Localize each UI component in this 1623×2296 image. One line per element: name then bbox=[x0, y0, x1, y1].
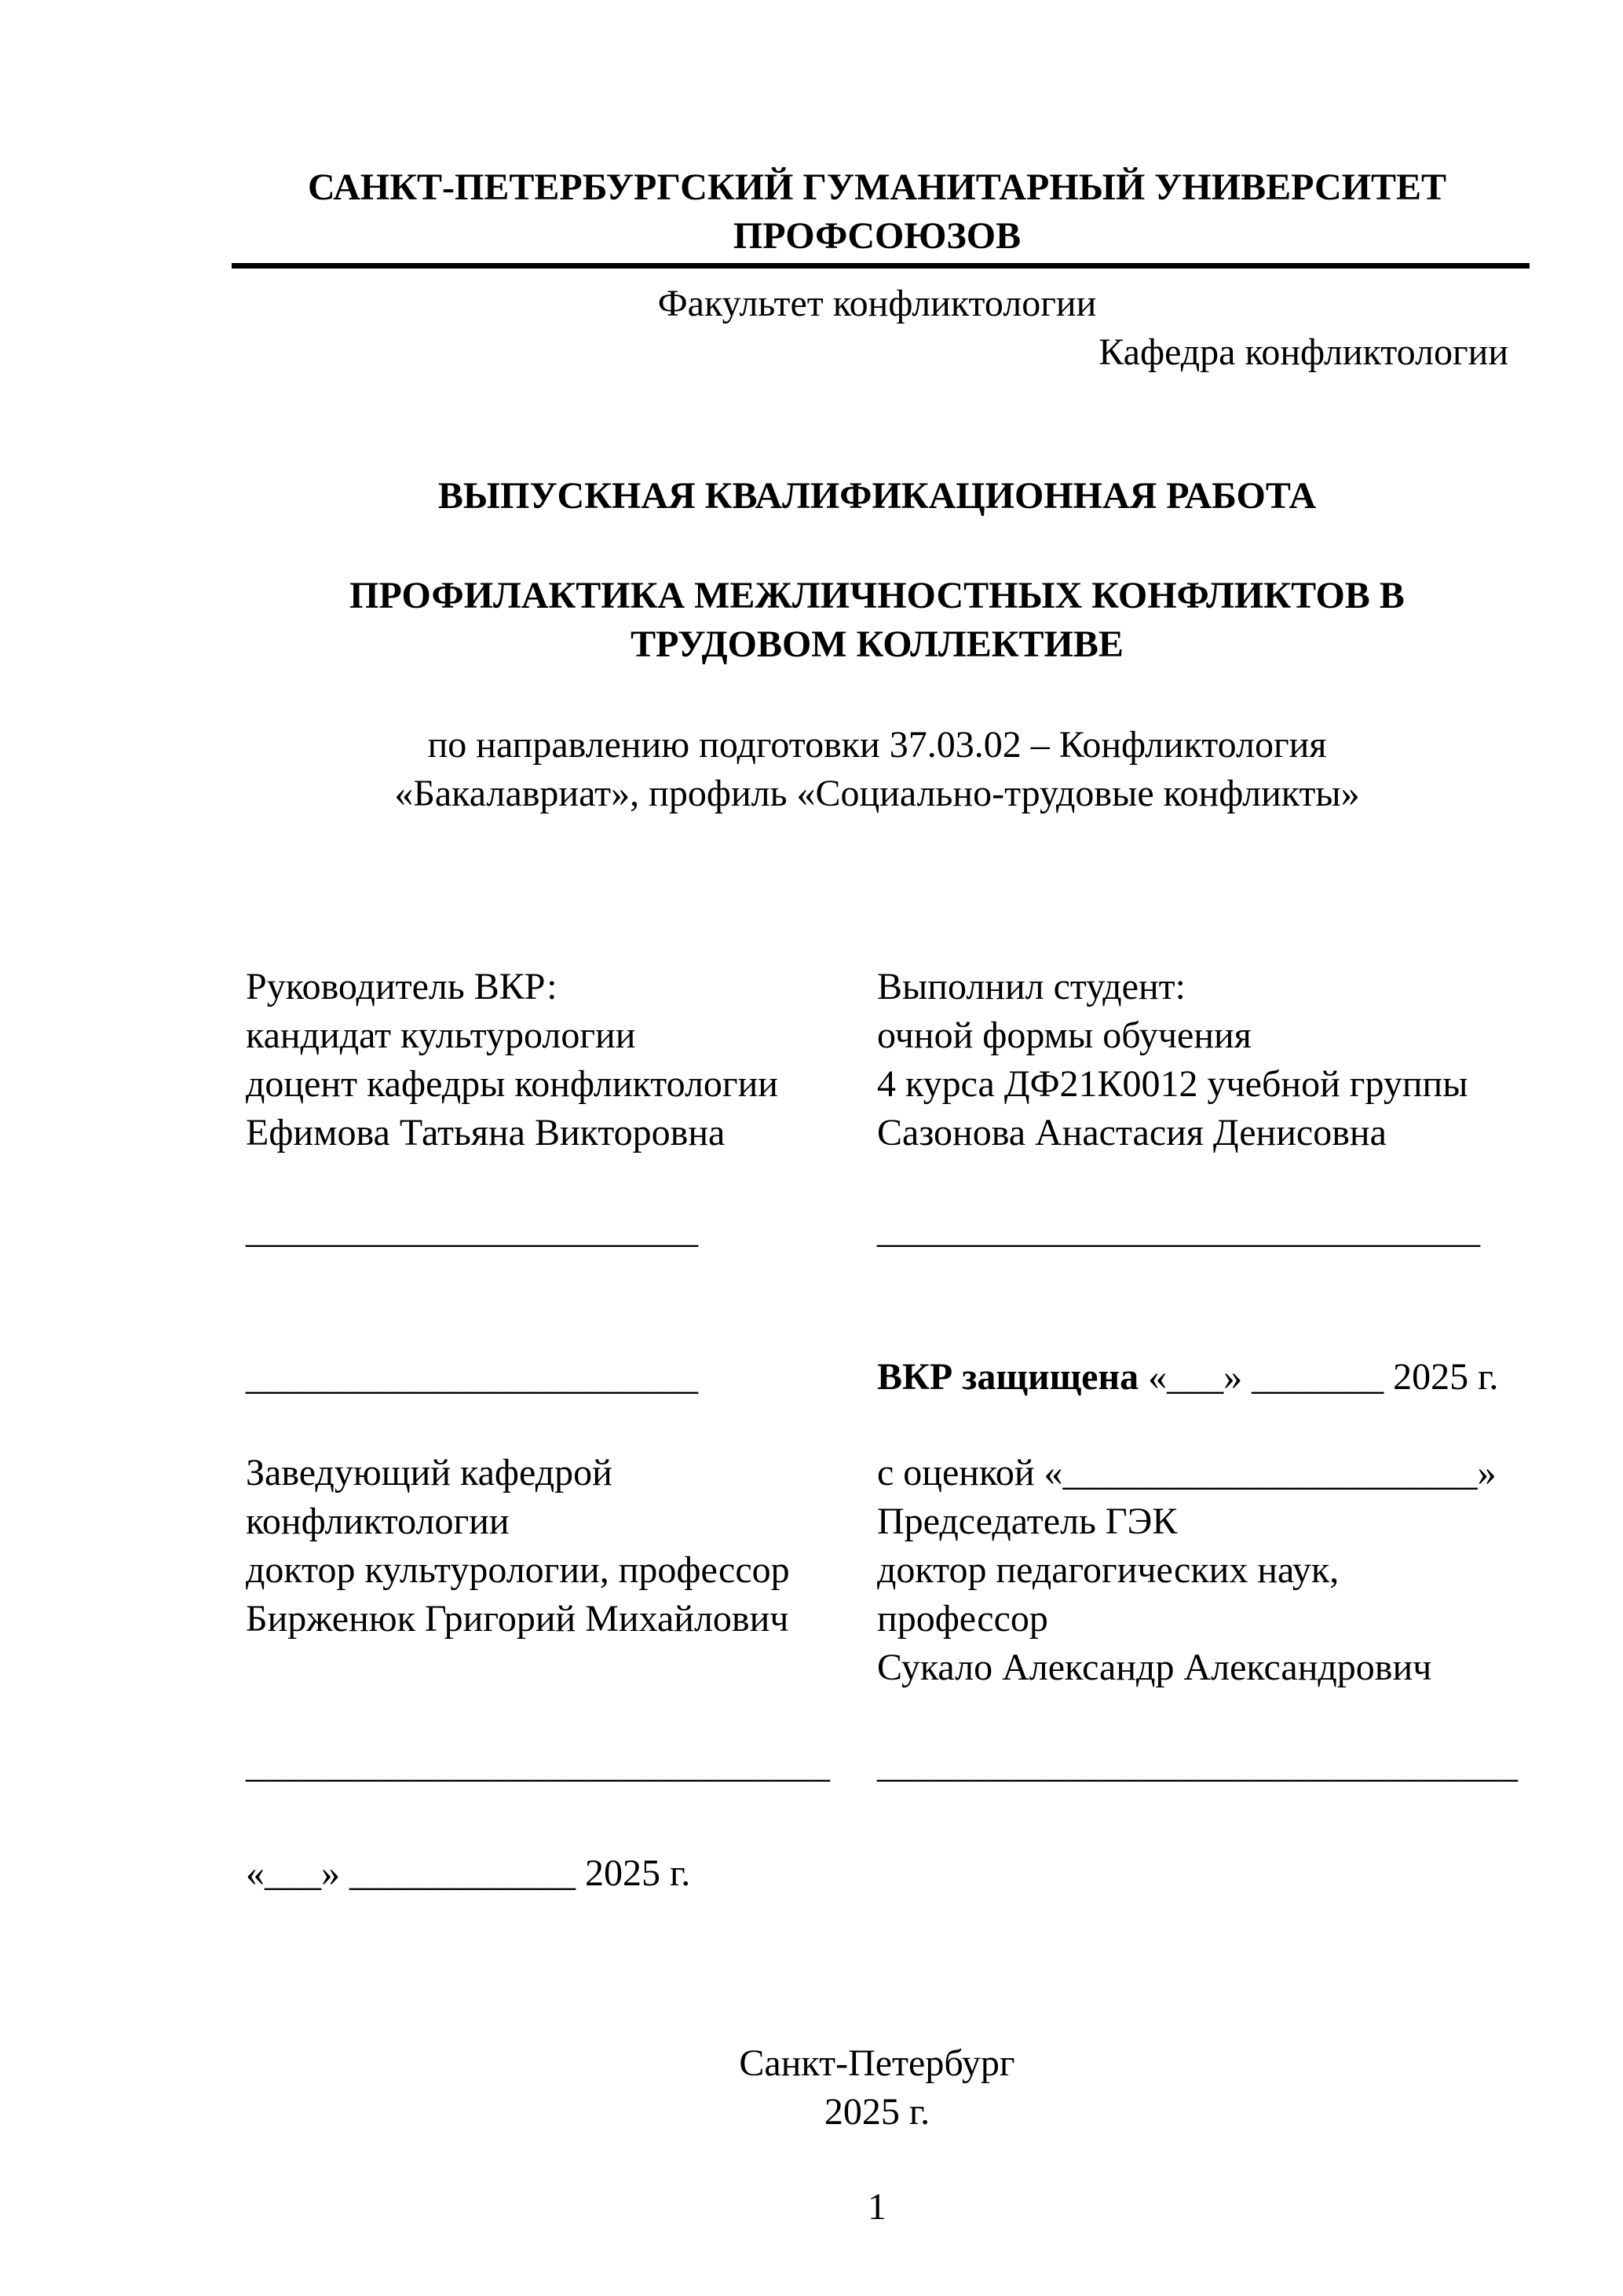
thesis-title-line2: ТРУДОВОМ КОЛЛЕКТИВЕ bbox=[631, 623, 1124, 665]
program-direction: по направлению подготовки 37.03.02 – Конфликтология bbox=[427, 724, 1327, 766]
student-name: Сазонова Анастасия Денисовна bbox=[877, 1112, 1387, 1153]
department-head-block bbox=[246, 1449, 877, 1643]
student-role-label: Выполнил студент: bbox=[877, 966, 1186, 1007]
gek-chair-degree: доктор педагогических наук, bbox=[877, 1549, 1340, 1591]
footer-city: Санкт-Петербург bbox=[739, 2042, 1015, 2084]
defense-row bbox=[246, 1353, 1508, 1402]
supervisor-position: доцент кафедры конфликтологии bbox=[246, 1063, 778, 1105]
signature-row-1 bbox=[246, 1206, 1508, 1255]
gek-chair-position: профессор bbox=[877, 1598, 1048, 1640]
supervisor-role-label: Руководитель ВКР: bbox=[246, 966, 557, 1007]
university-name bbox=[246, 163, 1508, 261]
gek-chair-signature-line: __________________________________ bbox=[877, 1744, 1518, 1786]
department-head-position: доктор культурологии, профессор bbox=[246, 1549, 790, 1591]
date-row bbox=[246, 1849, 1508, 1898]
student-form: очной формы обучения bbox=[877, 1015, 1252, 1056]
header-divider bbox=[232, 263, 1530, 269]
people-block bbox=[246, 963, 1508, 1157]
student-signature-line: ________________________________ bbox=[877, 1209, 1480, 1251]
supervisor-signature-line: ________________________ bbox=[246, 1209, 698, 1251]
work-type-heading: ВЫПУСКНАЯ КВАЛИФИКАЦИОННАЯ РАБОТА bbox=[437, 475, 1317, 517]
student-group: 4 курса ДФ21К0012 учебной группы bbox=[877, 1063, 1468, 1105]
page-number: 1 bbox=[868, 2186, 886, 2228]
university-name-line1: САНКТ-ПЕТЕРБУРГСКИЙ ГУМАНИТАРНЫЙ УНИВЕРСИТЕТ bbox=[307, 166, 1447, 208]
department-head-name: Бирженюк Григорий Михайлович bbox=[246, 1598, 789, 1640]
student-block bbox=[877, 963, 1508, 1157]
gek-chair-name: Сукало Александр Александрович bbox=[877, 1647, 1432, 1688]
signature-row-2 bbox=[246, 1741, 1518, 1790]
department-head-role-line1: Заведующий кафедрой bbox=[246, 1452, 612, 1493]
footer-year: 2025 г. bbox=[824, 2091, 930, 2133]
officials-block bbox=[246, 1449, 1508, 1692]
department-head-signature-line: _______________________________ bbox=[246, 1744, 830, 1786]
defense-defended-label: ВКР защищена bbox=[877, 1356, 1139, 1398]
supervisor-signature-line-2: ________________________ bbox=[246, 1356, 698, 1398]
program-profile: «Бакалавриат», профиль «Социально-трудовые конфликты» bbox=[394, 773, 1360, 814]
department-head-role-line2: конфликтологии bbox=[246, 1501, 510, 1542]
university-name-line2: ПРОФСОЮЗОВ bbox=[733, 215, 1022, 257]
defense-date-line bbox=[877, 1353, 1508, 1402]
gek-chair-role: Председатель ГЭК bbox=[877, 1501, 1178, 1542]
supervisor-name: Ефимова Татьяна Викторовна bbox=[246, 1112, 726, 1153]
supervisor-degree: кандидат культурологии bbox=[246, 1015, 636, 1056]
thesis-title-line1: ПРОФИЛАКТИКА МЕЖЛИЧНОСТНЫХ КОНФЛИКТОВ В bbox=[349, 575, 1405, 616]
department-head-date-line: «___» ____________ 2025 г. bbox=[246, 1852, 691, 1894]
faculty-label: Факультет конфликтологии bbox=[657, 283, 1097, 324]
thesis-title bbox=[246, 572, 1508, 669]
supervisor-block bbox=[246, 963, 877, 1157]
department-label: Кафедра конфликтологии bbox=[1098, 331, 1508, 373]
program-info bbox=[246, 721, 1508, 818]
gek-chair-block bbox=[877, 1449, 1508, 1692]
grade-line: с оценкой «______________________» bbox=[877, 1452, 1497, 1493]
defense-date-blank: «___» _______ 2025 г. bbox=[1139, 1356, 1499, 1398]
